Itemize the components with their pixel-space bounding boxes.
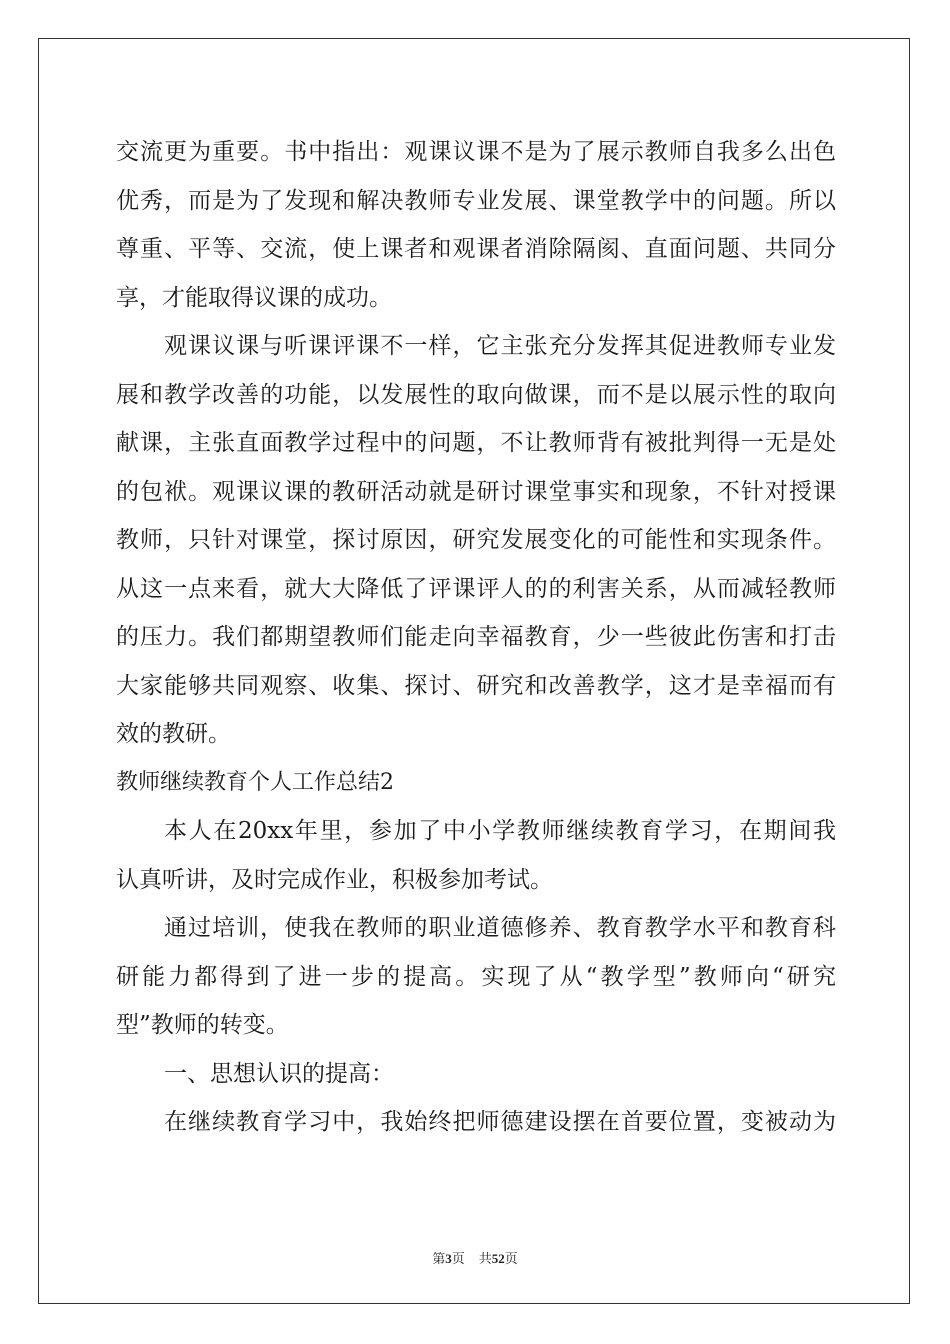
text-line: 的压力。我们都期望教师们能走向幸福教育，少一些彼此伤害和打击 — [116, 624, 836, 650]
paragraph-first-line: 在继续教育学习中，我始终把师德建设摆在首要位置，变被动为 — [164, 1109, 836, 1135]
footer-total-prefix: 共 — [478, 1251, 492, 1266]
text-line: 大家能够共同观察、收集、探讨、研究和改善教学，这才是幸福而有 — [116, 672, 836, 699]
text-line: 从这一点来看，就大大降低了评课评人的的利害关系，从而减轻教师 — [116, 575, 836, 602]
total-pages-number: 52 — [491, 1251, 505, 1266]
page-footer — [0, 1248, 950, 1267]
document-body — [116, 128, 836, 1147]
text-line: 效的教研。 — [116, 721, 231, 747]
paragraph-first-line: 观课议课与听课评课不一样，它主张充分发挥其促进教师专业发 — [164, 333, 836, 359]
text-line: 教师，只针对课堂，探讨原因，研究发展变化的可能性和实现条件。 — [116, 527, 836, 553]
footer-page-label: 页 — [451, 1251, 465, 1266]
paragraph-first-line: 通过培训，使我在教师的职业道德修养、教育教学水平和教育科 — [164, 915, 836, 941]
text-line: 的包袱。观课议课的教研活动就是研讨课堂事实和现象，不针对授课 — [116, 478, 836, 505]
footer-prefix: 第 — [432, 1251, 446, 1266]
text-line: 型”教师的转变。 — [116, 1012, 289, 1038]
text-line: 交流更为重要。书中指出：观课议课不是为了展示教师自我多么出色 — [116, 139, 836, 165]
text-line: 展和教学改善的功能，以发展性的取向做课，而不是以展示性的取向 — [116, 381, 836, 408]
text-line: 优秀，而是为了发现和解决教师专业发展、课堂教学中的问题。所以 — [116, 187, 836, 214]
text-line: 享，才能取得议课的成功。 — [116, 284, 392, 311]
footer-total-label: 页 — [504, 1251, 518, 1266]
subsection-heading: 一、思想认识的提高： — [164, 1060, 394, 1087]
text-line: 认真听讲，及时完成作业，积极参加考试。 — [116, 866, 553, 893]
section-heading: 教师继续教育个人工作总结2 — [116, 769, 394, 795]
current-page-number: 3 — [445, 1251, 452, 1266]
text-line: 献课，主张直面教学过程中的问题，不让教师背有被批判得一无是处 — [116, 430, 836, 456]
text-line: 尊重、平等、交流，使上课者和观课者消除隔阂、直面问题、共同分 — [116, 236, 836, 262]
text-line: 研能力都得到了进一步的提高。实现了从“教学型”教师向“研究 — [116, 963, 836, 990]
paragraph-first-line: 本人在20xx年里，参加了中小学教师继续教育学习，在期间我 — [164, 818, 836, 844]
